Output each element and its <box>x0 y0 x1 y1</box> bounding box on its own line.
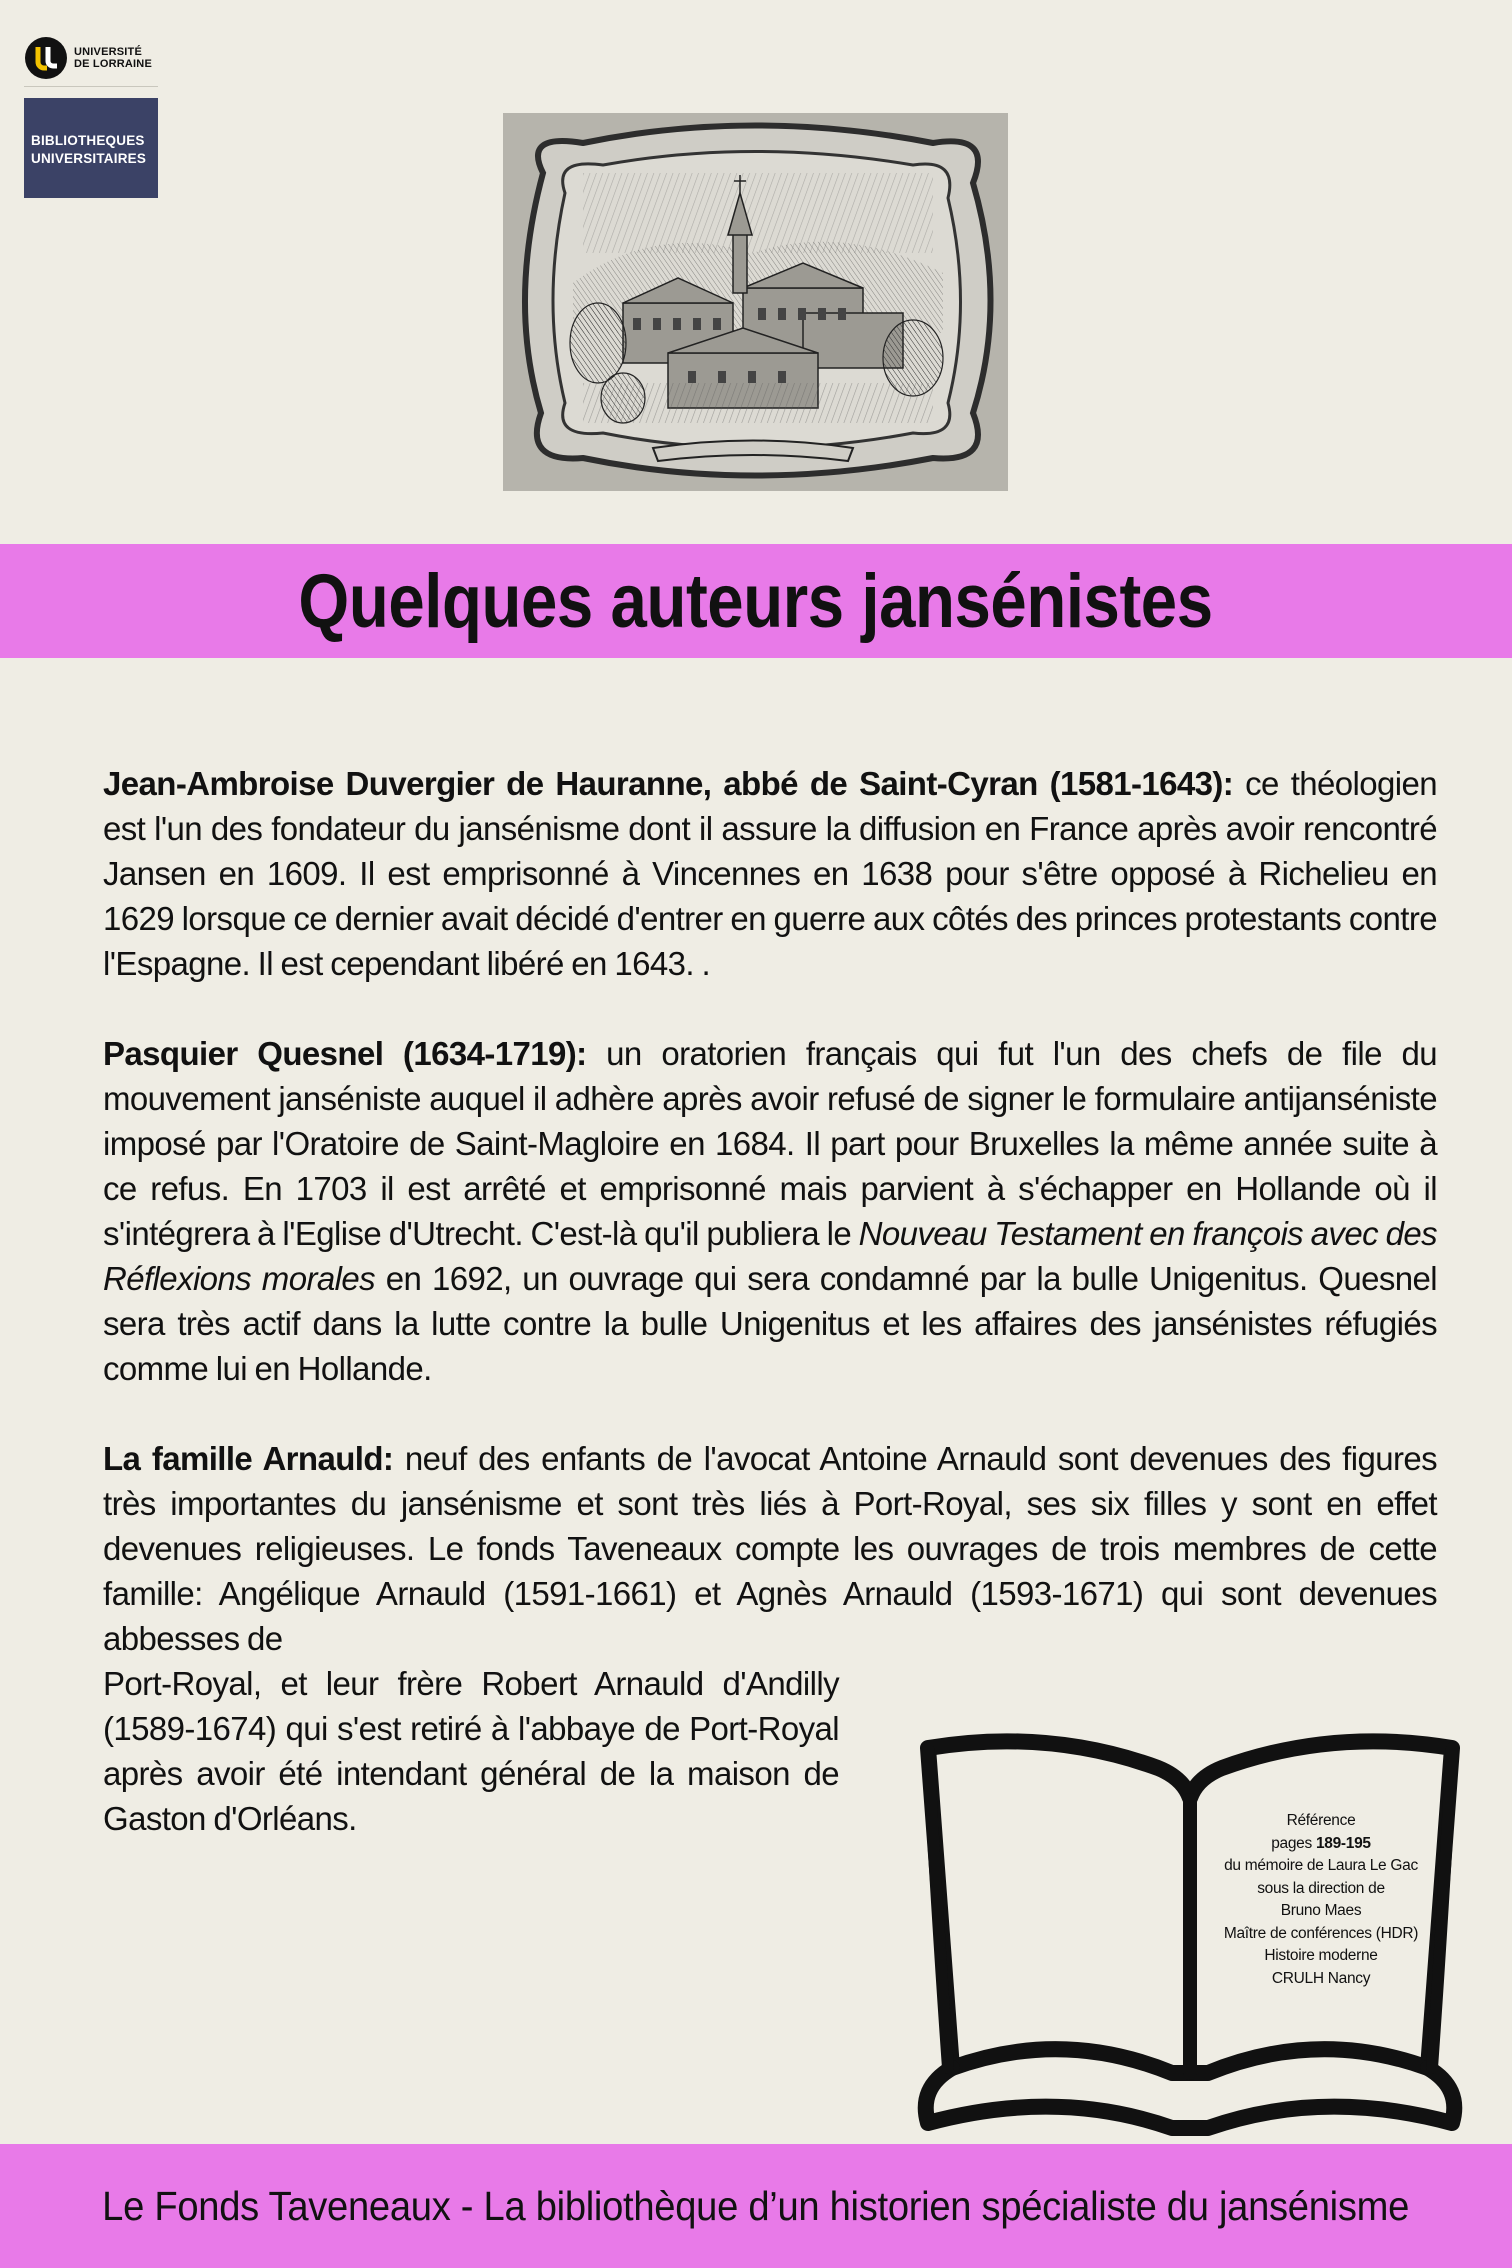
paragraph-saint-cyran <box>103 761 1437 986</box>
footer-band <box>0 2144 1512 2268</box>
reference-supervisor: Bruno Maes <box>1280 1902 1362 1919</box>
footer-text: Le Fonds Taveneaux - La bibliothèque d’un historien spécialiste du jansénisme <box>102 2182 1410 2229</box>
author-name-saint-cyran: Jean-Ambroise Duvergier de Hauranne, abbé de Saint-Cyran (1581-1643): <box>103 765 1234 802</box>
library-line2: UNIVERSITAIRES <box>31 151 147 166</box>
reference-pages-range: 189-195 <box>1315 1834 1371 1852</box>
library-line1: BIBLIOTHEQUES <box>31 133 145 148</box>
paragraph-quesnel <box>103 1031 1437 1391</box>
reference-label: Référence <box>1286 1812 1356 1829</box>
reference-pages-prefix: pages <box>1271 1834 1316 1852</box>
ul-logo-icon <box>24 36 68 80</box>
university-name-line2: DE LORRAINE <box>74 58 152 70</box>
reference-direction: sous la direction de <box>1257 1879 1385 1897</box>
paragraph-text-quesnel-part2: en 1692, un ouvrage qui sera condamné par la bulle Unigenitus. Quesnel sera très actif dans la lutte contre la bulle Unigenitus et les affaires des jansénistes réfugiés comme lui en Hollande. <box>103 1260 1437 1387</box>
bibliotheques-universitaires-logo <box>24 98 158 198</box>
title-band <box>0 544 1512 658</box>
reference-pages <box>1218 1833 1424 1856</box>
author-name-arnauld: La famille Arnauld: <box>103 1440 394 1477</box>
port-royal-engraving-image <box>503 113 1008 491</box>
reference-memoir: du mémoire de Laura Le Gac <box>1224 1857 1418 1874</box>
reference-lab: CRULH Nancy <box>1271 1969 1371 1987</box>
book-title-nouveau-testament: Nouveau Testament en françois avec des Réflexions morales <box>103 1215 1437 1297</box>
article-body <box>103 761 1437 1841</box>
paragraph-arnauld-continued <box>103 1661 839 1841</box>
logo-divider <box>24 86 158 87</box>
reference-supervisor-title: Maître de conférences (HDR) <box>1223 1924 1419 1942</box>
paragraph-text-arnauld-part2: Port-Royal, et leur frère Robert Arnauld d'Andilly (1589-1674) qui s'est retiré à l'abbaye de Port-Royal après avoir été intendant général de la maison de Gaston d'Orléans. <box>103 1665 839 1837</box>
page-title: Quelques auteurs jansénistes <box>298 558 1214 644</box>
paragraph-text-arnauld-part1: neuf des enfants de l'avocat Antoine Arnauld sont devenues des figures très importantes du jansénisme et sont très liés à Port-Royal, ses six filles y sont en effet devenues religieuses. Le fonds Taveneaux compte les ouvrages de trois membres de cette famille: Angélique Arnauld (1591-1661) et Agnès Arnauld (1593-1671) qui sont devenues abbesses de <box>103 1440 1437 1657</box>
reference-note <box>1218 1810 1424 1990</box>
paragraph-arnauld <box>103 1436 1437 1661</box>
reference-field: Histoire moderne <box>1264 1947 1378 1964</box>
paragraph-text-saint-cyran: ce théologien est l'un des fondateur du jansénisme dont il assure la diffusion en France après avoir rencontré Jansen en 1609. Il est emprisonné à Vincennes en 1638 pour s'être opposé à Richelieu en 1629 lorsque ce dernier avait décidé d'entrer en guerre aux côtés des princes protestants contre l'Espagne. Il est cependant libéré en 1643. . <box>103 765 1438 982</box>
author-name-quesnel: Pasquier Quesnel (1634-1719): <box>103 1035 587 1072</box>
universite-de-lorraine-logo <box>24 36 164 80</box>
university-name <box>74 46 152 70</box>
university-name-line1: UNIVERSITÉ <box>74 46 143 58</box>
paragraph-text-quesnel-part1: un oratorien français qui fut l'un des chefs de file du mouvement janséniste auquel il adhère après avoir refusé de signer le formulaire antijanséniste imposé par l'Oratoire de Saint-Magloire en 1684. Il part pour Bruxelles la même année suite à ce refus. En 1703 il est arrêté et emprisonné mais parvient à s'échapper en Hollande où il s'intégrera à l'Eglise d'Utrecht. C'est-là qu'il publiera le <box>103 1035 1438 1252</box>
